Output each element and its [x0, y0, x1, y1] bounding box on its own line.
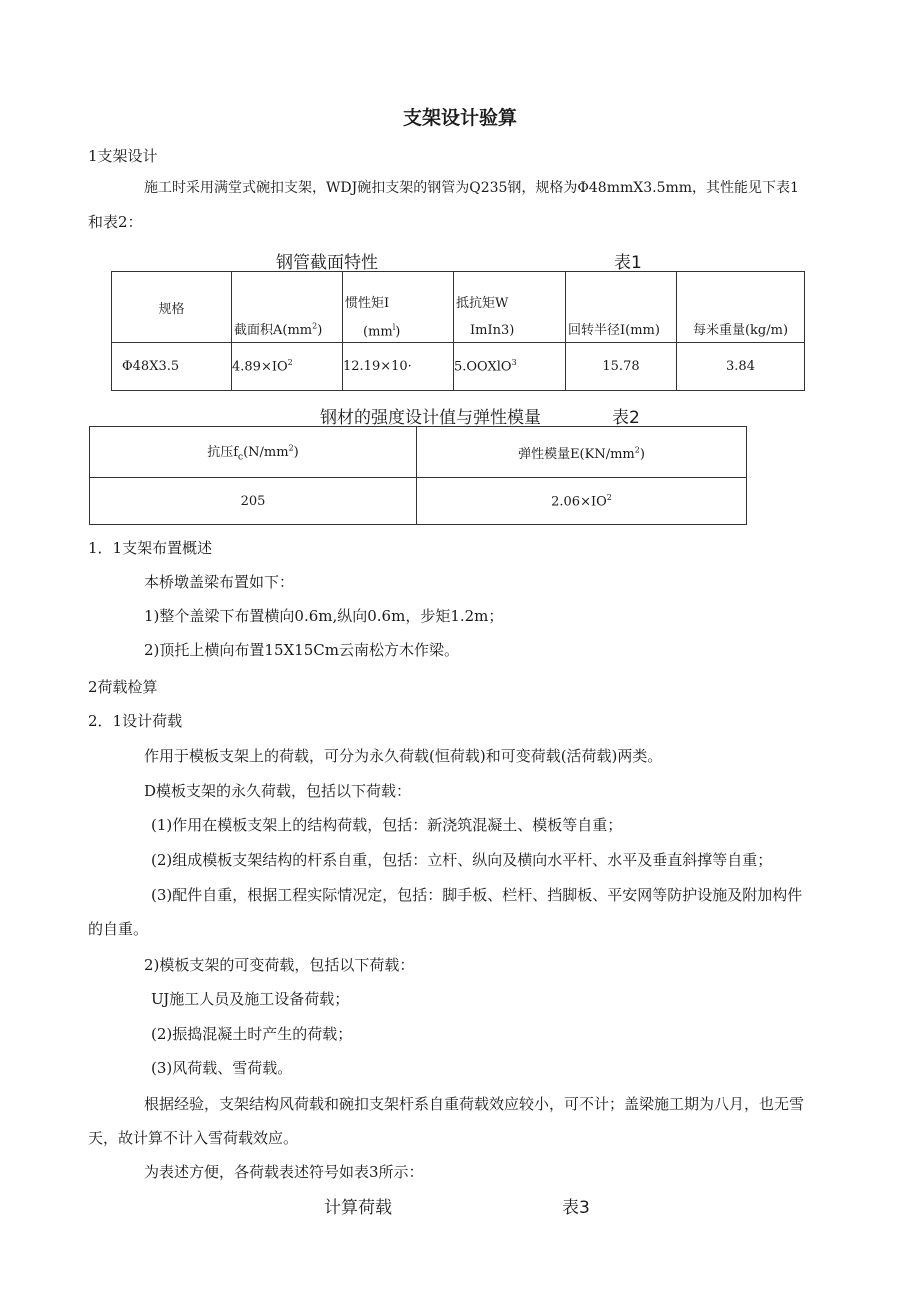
- table1-tag: 表1: [614, 253, 642, 273]
- section-2-heading: 2荷载检算: [88, 678, 158, 696]
- paragraph-intro-line2: 和表2：: [88, 213, 143, 231]
- section-1-heading: 1支架设计: [88, 147, 158, 165]
- table1-header-area: 截面积$A(mm^2)$: [232, 272, 343, 343]
- paragraph-intro-line1: 施工时采用满堂式碗扣支架，WDJ碗扣支架的钢管为Q235钢，规格为Φ48mmX3.5mm，其性能见下表1: [144, 180, 799, 196]
- table1-steel-pipe-properties: [111, 271, 805, 391]
- table1-caption: 钢管截面特性: [276, 253, 378, 273]
- table1-value-spec: Φ48X3.5: [112, 343, 232, 391]
- paragraph-experience-line2: 天，故计算不计入雪荷载效应。: [88, 1129, 299, 1147]
- table1-header-mass: 每米重量(kg/m): [677, 272, 805, 343]
- permanent-load-item-3-line1: (3)配件自重，根据工程实际情况定，包括：脚手板、栏杆、挡脚板、平安网等防护设施及附加构件: [151, 886, 803, 904]
- section-1-1-heading: 1．1支架布置概述: [88, 539, 213, 557]
- variable-load-heading: 2)模板支架的可变荷载，包括以下荷载：: [144, 956, 415, 974]
- table1-header-inertia: 惯性矩I $(mm^l)$: [343, 272, 454, 343]
- table2-value-compressive-strength: 205: [90, 478, 417, 525]
- table2-steel-strength: [89, 426, 747, 525]
- variable-load-item-1: UJ施工人员及施工设备荷载；: [151, 990, 350, 1008]
- table1-value-section-modulus: 5.OOXlO$^3$: [454, 343, 566, 391]
- paragraph-table3-intro: 为表述方便，各荷载表述符号如表3所示：: [144, 1163, 424, 1181]
- table2-tag: 表2: [612, 408, 640, 428]
- table1-value-area: $4.89\times IO^2$: [232, 343, 343, 391]
- layout-item-1: 1)整个盖梁下布置横向0.6m,纵向0.6m，步矩1.2m；: [144, 607, 504, 625]
- variable-load-item-2: (2)振捣混凝土时产生的荷载；: [151, 1025, 353, 1043]
- table1-header-radius: 回转半径I(mm): [566, 272, 677, 343]
- table1-header-section-modulus: 抵抗矩W ImIn3): [454, 272, 566, 343]
- permanent-load-item-1: (1)作用在模板支架上的结构荷载，包括：新浇筑混凝土、模板等自重；: [151, 816, 623, 834]
- permanent-load-item-2: (2)组成模板支架结构的杆系自重，包括：立杆、纵向及横向水平杆、水平及垂直斜撑等自重；: [151, 851, 773, 869]
- table3-caption: 计算荷载: [324, 1198, 392, 1218]
- table1-header-spec: 规格: [112, 272, 232, 343]
- table3-tag: 表3: [562, 1198, 590, 1218]
- layout-item-2: 2)顶托上横向布置15X15Cm云南松方木作梁。: [144, 641, 459, 659]
- variable-load-item-3: (3)风荷载、雪荷载。: [151, 1059, 293, 1077]
- table2-value-elastic-modulus: $2.06\times IO^2$: [417, 478, 747, 525]
- permanent-load-heading: D模板支架的永久荷载，包括以下荷载：: [144, 782, 412, 800]
- table1-value-inertia: 12.19×10·: [343, 343, 454, 391]
- table2-header-compressive-strength: 抗压$f_c(N/mm^2)$: [90, 427, 417, 478]
- paragraph-experience-line1: 根据经验，支架结构风荷载和碗扣支架杆系自重荷载效应较小，可不计；盖梁施工期为八月，也无雪: [144, 1095, 805, 1113]
- table2-header-elastic-modulus: 弹性模量$E(KN/mm^2)$: [417, 427, 747, 478]
- table2-caption: 钢材的强度设计值与弹性模量: [320, 408, 541, 428]
- page-title: 支架设计验算: [402, 107, 517, 129]
- paragraph-load-types: 作用于模板支架上的荷载，可分为永久荷载(恒荷载)和可变荷载(活荷载)两类。: [144, 747, 663, 765]
- table1-value-mass: 3.84: [677, 343, 805, 391]
- section-2-1-heading: 2．1设计荷载: [88, 712, 183, 730]
- paragraph-layout: 本桥墩盖梁布置如下：: [144, 573, 295, 591]
- permanent-load-item-3-line2: 的自重。: [88, 920, 149, 938]
- table1-value-radius: 15.78: [566, 343, 677, 391]
